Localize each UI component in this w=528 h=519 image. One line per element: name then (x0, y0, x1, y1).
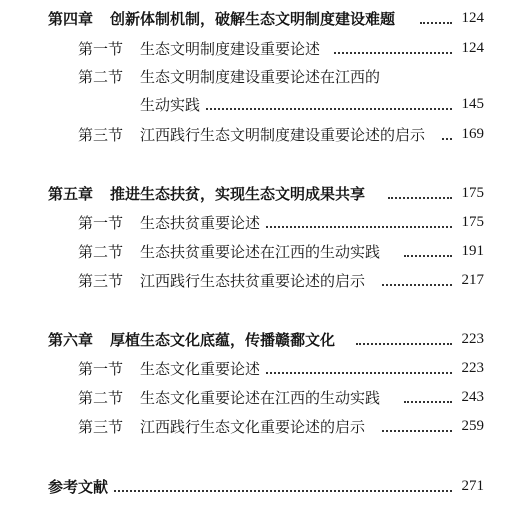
page-number: 271 (461, 477, 484, 494)
dot-leader (110, 473, 456, 499)
dot-leader (352, 326, 456, 352)
toc-section-4-2[interactable] (0, 63, 528, 89)
toc-section-5-3[interactable] (0, 267, 528, 293)
page-number: 169 (461, 125, 484, 142)
toc-section-6-2[interactable] (0, 384, 528, 410)
chapter-label: 第四章 (48, 9, 94, 28)
dot-leader (438, 121, 456, 147)
section-title: 生态扶贫重要论述在江西的生动实践 (140, 242, 381, 261)
page-number: 243 (461, 388, 484, 405)
dot-leader (330, 35, 456, 61)
section-title: 生态扶贫重要论述 (140, 213, 261, 232)
dot-leader (378, 413, 456, 439)
toc-references[interactable] (0, 473, 528, 499)
chapter-label: 第五章 (48, 184, 94, 203)
section-title: 江西践行生态文明制度建设重要论述的启示 (140, 125, 426, 144)
dot-leader (378, 267, 456, 293)
references-label: 参考文献 (48, 477, 109, 496)
page-number: 191 (461, 242, 484, 259)
section-title: 江西践行生态扶贫重要论述的启示 (140, 271, 366, 290)
section-label: 第三节 (78, 271, 124, 290)
section-label: 第一节 (78, 39, 124, 58)
toc-section-6-3[interactable] (0, 413, 528, 439)
page-number: 259 (461, 417, 484, 434)
section-label: 第一节 (78, 213, 124, 232)
dot-leader (400, 238, 456, 264)
section-label: 第三节 (78, 417, 124, 436)
chapter-title: 推进生态扶贫，实现生态文明成果共享 (110, 184, 366, 203)
toc-section-5-1[interactable] (0, 209, 528, 235)
toc-chapter-4[interactable] (0, 5, 528, 31)
section-label: 第二节 (78, 67, 124, 86)
section-label: 第一节 (78, 359, 124, 378)
page-number: 223 (461, 359, 484, 376)
toc-section-4-2-continued[interactable] (0, 91, 528, 117)
section-title: 生态文化重要论述 (140, 359, 261, 378)
page-number: 223 (461, 330, 484, 347)
page-number: 175 (461, 213, 484, 230)
dot-leader (262, 355, 456, 381)
chapter-title: 厚植生态文化底蕴，传播赣鄱文化 (110, 330, 336, 349)
section-title: 生态文化重要论述在江西的生动实践 (140, 388, 381, 407)
section-label: 第二节 (78, 388, 124, 407)
toc-section-5-2[interactable] (0, 238, 528, 264)
page-number: 124 (461, 39, 484, 56)
dot-leader (416, 5, 456, 31)
chapter-title: 创新体制机制，破解生态文明制度建设难题 (110, 9, 396, 28)
section-title: 生态文明制度建设重要论述在江西的 (140, 67, 381, 86)
toc-chapter-6[interactable] (0, 326, 528, 352)
chapter-label: 第六章 (48, 330, 94, 349)
dot-leader (262, 209, 456, 235)
page-number: 217 (461, 271, 484, 288)
section-label: 第二节 (78, 242, 124, 261)
dot-leader (202, 91, 456, 117)
page-number: 124 (461, 9, 484, 26)
dot-leader (384, 180, 456, 206)
toc-chapter-5[interactable] (0, 180, 528, 206)
page-number: 145 (461, 95, 484, 112)
toc-section-4-1[interactable] (0, 35, 528, 61)
section-title-continued: 生动实践 (140, 95, 201, 114)
toc-section-6-1[interactable] (0, 355, 528, 381)
toc-section-4-3[interactable] (0, 121, 528, 147)
section-label: 第三节 (78, 125, 124, 144)
dot-leader (400, 384, 456, 410)
page-number: 175 (461, 184, 484, 201)
section-title: 江西践行生态文化重要论述的启示 (140, 417, 366, 436)
section-title: 生态文明制度建设重要论述 (140, 39, 321, 58)
